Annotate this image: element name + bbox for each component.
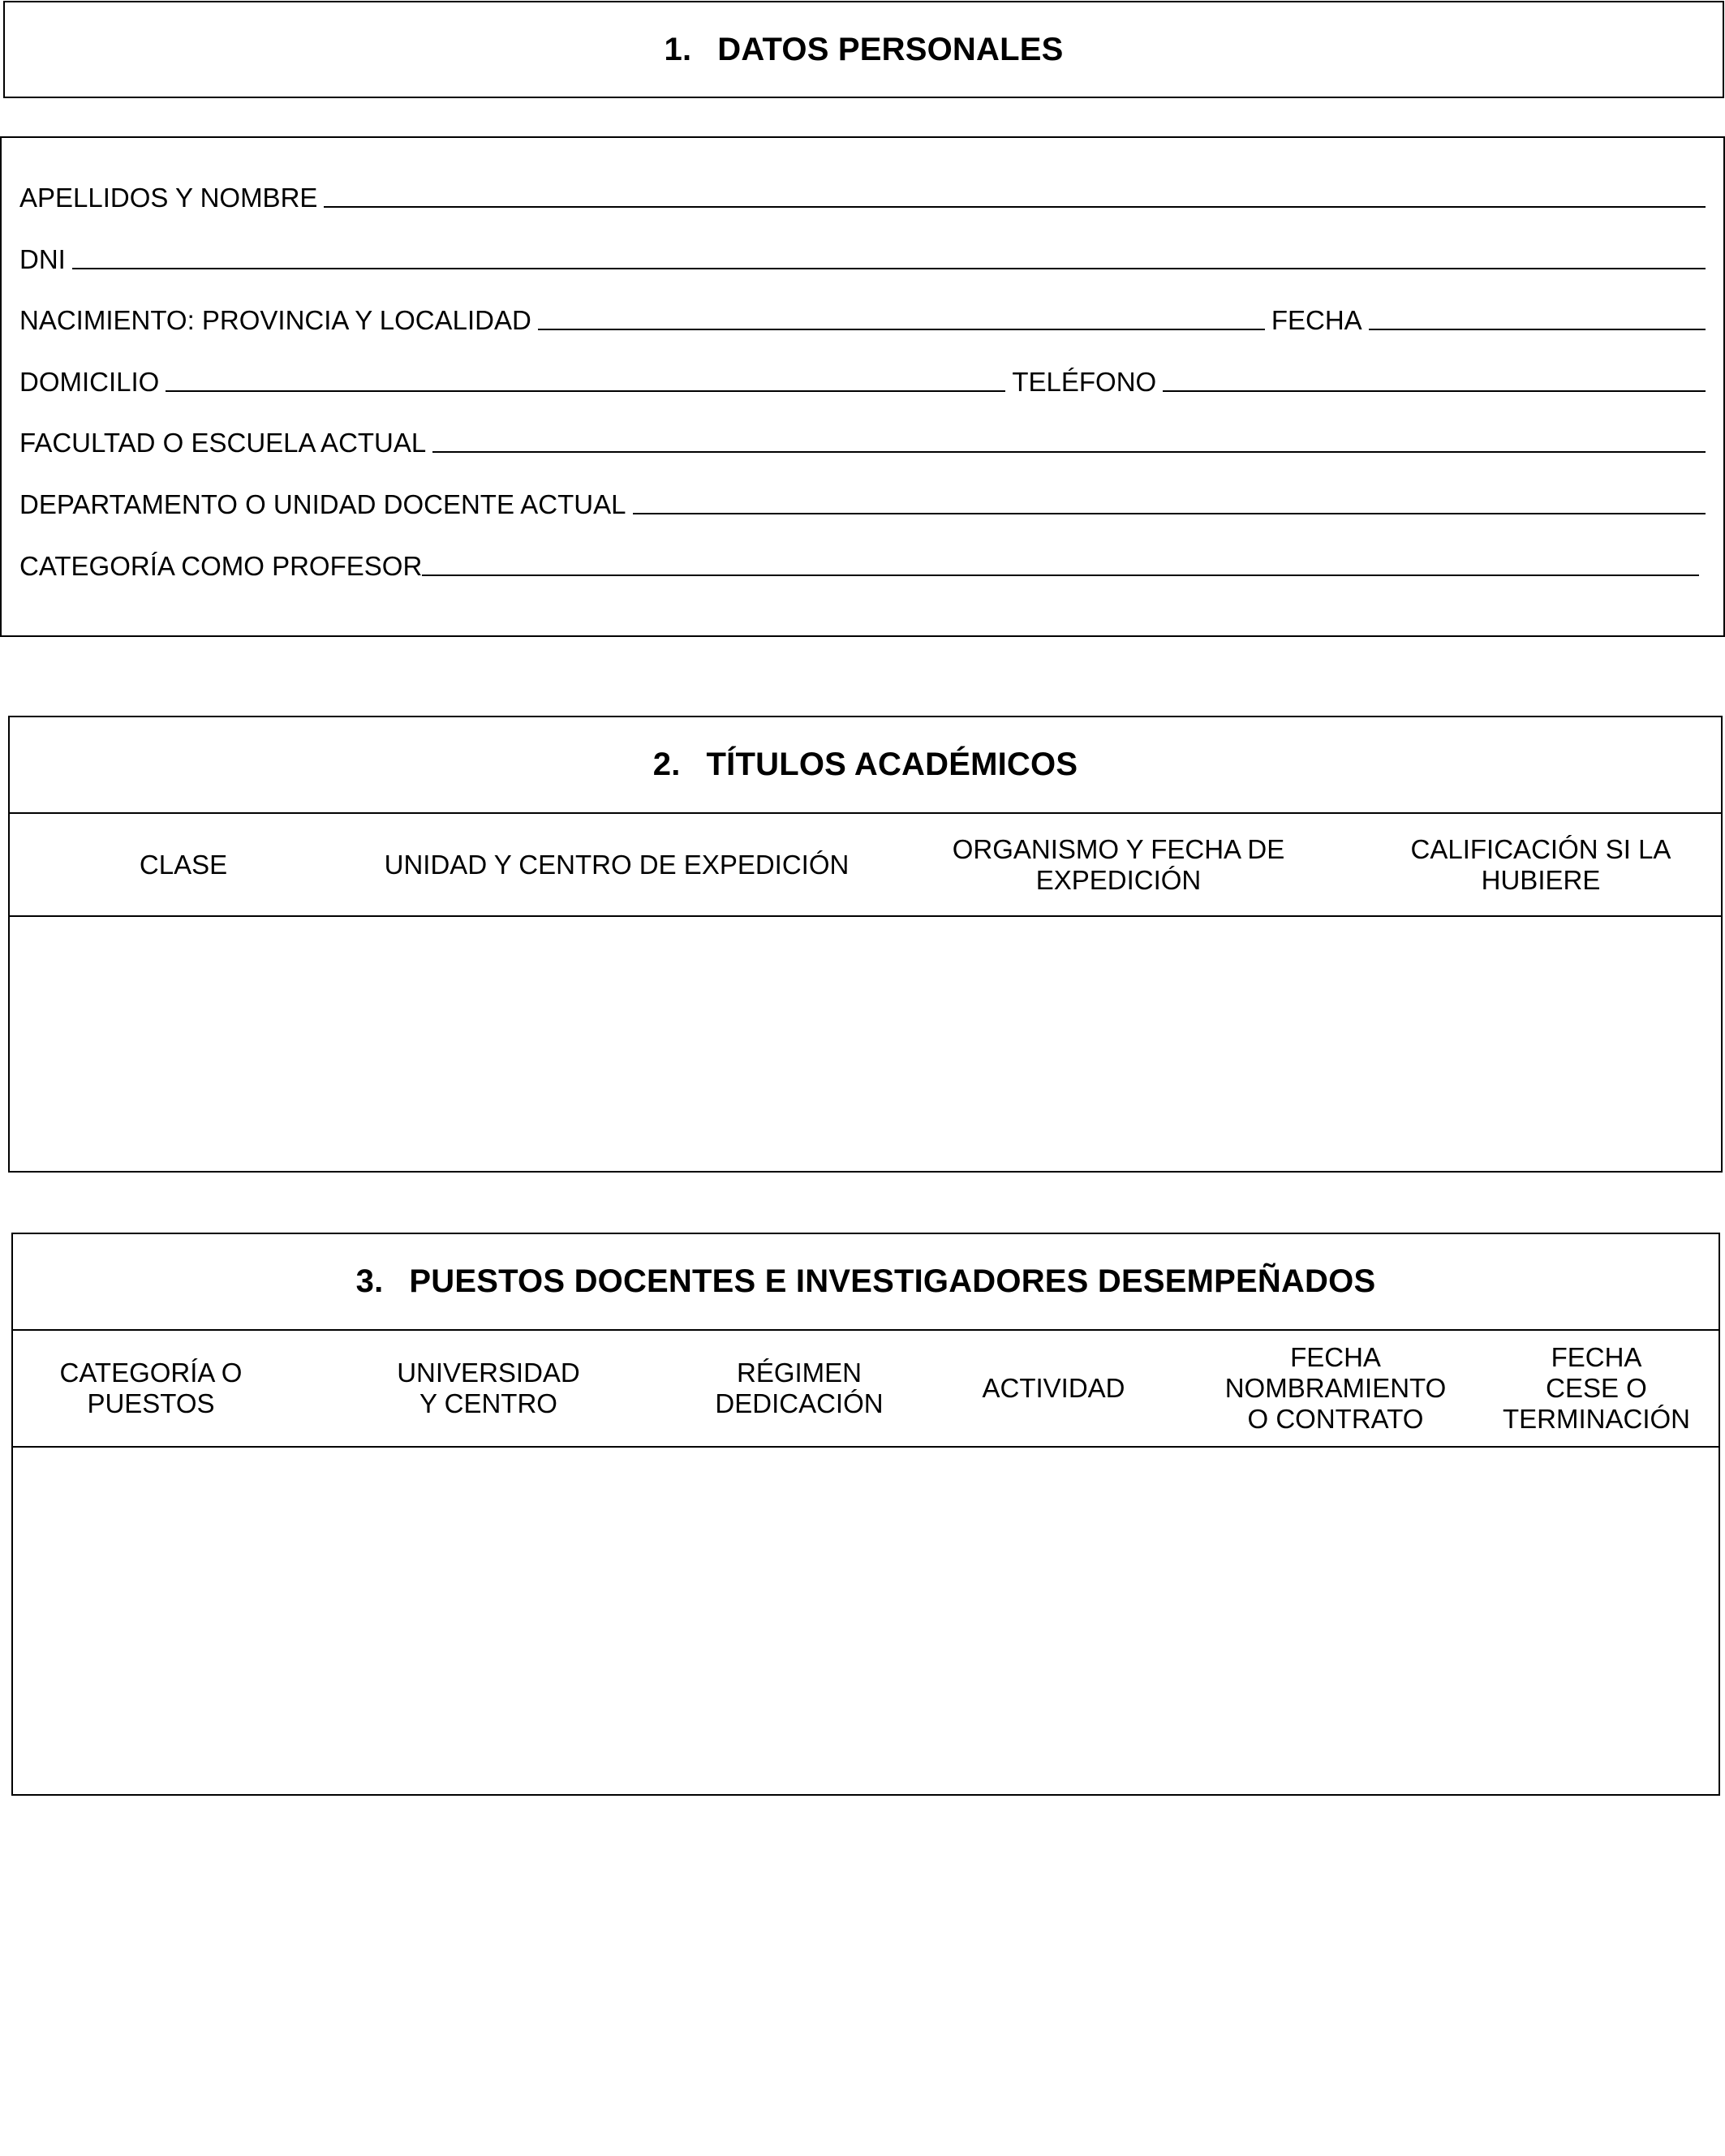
column-header-label: ACTIVIDAD bbox=[982, 1373, 1125, 1403]
academic-titles-table bbox=[8, 716, 1723, 1173]
field-row-categoria bbox=[19, 539, 1699, 579]
domicilio-field[interactable] bbox=[166, 390, 1005, 392]
column-header-label: CATEGORÍA O PUESTOS bbox=[59, 1358, 243, 1418]
nacimiento-field[interactable] bbox=[538, 329, 1265, 330]
column-header-label: UNIDAD Y CENTRO DE EXPEDICIÓN bbox=[384, 849, 850, 880]
column-header-label: UNIVERSIDAD Y CENTRO bbox=[397, 1358, 580, 1418]
column-header-label: RÉGIMEN DEDICACIÓN bbox=[715, 1358, 884, 1418]
section-1-title: DATOS PERSONALES bbox=[717, 31, 1064, 67]
field-row-dni bbox=[19, 232, 1706, 273]
facultad-label: FACULTAD O ESCUELA ACTUAL bbox=[19, 428, 427, 458]
nacimiento-label: NACIMIENTO: PROVINCIA Y LOCALIDAD bbox=[19, 305, 531, 335]
section-1-number: 1. bbox=[664, 31, 692, 67]
column-header-clase bbox=[10, 814, 357, 915]
apellidos-label: APELLIDOS Y NOMBRE bbox=[19, 183, 318, 213]
table-body[interactable] bbox=[13, 1448, 1719, 1793]
field-row-facultad bbox=[19, 415, 1706, 456]
departamento-field[interactable] bbox=[633, 513, 1706, 514]
column-header-calificacion bbox=[1361, 814, 1721, 915]
section-3-title: PUESTOS DOCENTES E INVESTIGADORES DESEMPEÑADOS bbox=[409, 1263, 1376, 1299]
apellidos-field[interactable] bbox=[324, 206, 1706, 208]
table-body[interactable] bbox=[10, 917, 1721, 1171]
section-3-header bbox=[13, 1234, 1719, 1331]
column-header-organismo bbox=[876, 814, 1361, 915]
field-row-domicilio bbox=[19, 355, 1706, 395]
domicilio-label: DOMICILIO bbox=[19, 367, 160, 397]
column-header-regimen bbox=[688, 1331, 910, 1446]
section-2-number: 2. bbox=[652, 747, 681, 782]
telefono-label: TELÉFONO bbox=[1012, 367, 1157, 397]
column-header-categoria bbox=[13, 1331, 289, 1446]
dni-field[interactable] bbox=[72, 268, 1706, 269]
dni-label: DNI bbox=[19, 244, 66, 274]
table-header bbox=[13, 1331, 1719, 1448]
column-header-label: CLASE bbox=[139, 849, 228, 880]
column-header-label: CALIFICACIÓN SI LA HUBIERE bbox=[1410, 833, 1671, 895]
section-3-number: 3. bbox=[355, 1263, 384, 1299]
field-row-nacimiento bbox=[19, 293, 1706, 334]
fecha-label: FECHA bbox=[1271, 305, 1362, 335]
departamento-label: DEPARTAMENTO O UNIDAD DOCENTE ACTUAL bbox=[19, 489, 626, 519]
fecha-field[interactable] bbox=[1369, 329, 1706, 330]
column-header-label: FECHA NOMBRAMIENTO O CONTRATO bbox=[1224, 1342, 1447, 1434]
column-header-label: ORGANISMO Y FECHA DE EXPEDICIÓN bbox=[952, 833, 1285, 895]
telefono-field[interactable] bbox=[1163, 390, 1706, 392]
column-header-label: FECHA CESE O TERMINACIÓN bbox=[1503, 1342, 1690, 1434]
categoria-label: CATEGORÍA COMO PROFESOR bbox=[19, 551, 423, 581]
column-header-fecha-nombramiento bbox=[1197, 1331, 1474, 1446]
categoria-field[interactable] bbox=[422, 575, 1699, 576]
teaching-positions-table bbox=[11, 1233, 1720, 1796]
column-header-actividad bbox=[910, 1331, 1197, 1446]
column-header-unidad bbox=[357, 814, 876, 915]
facultad-field[interactable] bbox=[432, 451, 1706, 453]
personal-data-form bbox=[0, 136, 1725, 637]
section-1-header bbox=[3, 1, 1724, 98]
field-row-apellidos bbox=[19, 170, 1706, 211]
table-header bbox=[10, 814, 1721, 917]
column-header-universidad bbox=[289, 1331, 688, 1446]
column-header-fecha-cese bbox=[1474, 1331, 1719, 1446]
section-2-title: TÍTULOS ACADÉMICOS bbox=[706, 747, 1078, 782]
field-row-departamento bbox=[19, 477, 1706, 518]
section-2-header bbox=[10, 717, 1721, 814]
